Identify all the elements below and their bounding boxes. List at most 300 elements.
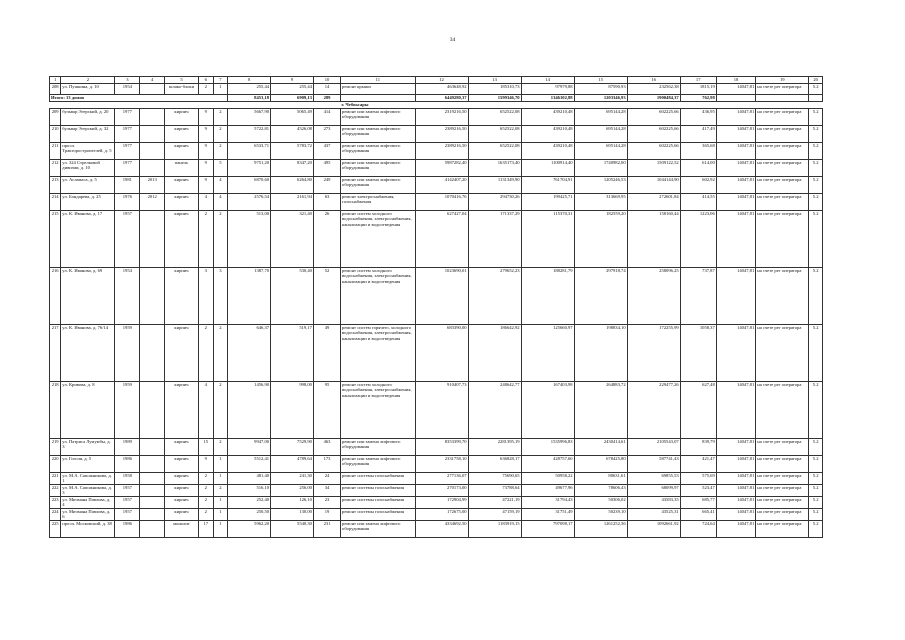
cell-addr: ул. Пушкина, д. 10 [61, 84, 115, 95]
cell-p: 23 [313, 497, 340, 509]
cell-c15: 50239,10 [574, 509, 627, 521]
cell-addr: ул. Мичмана Павлова, д. 6 [61, 509, 115, 521]
cell-fl: 2 [198, 473, 213, 485]
cell-c15: 1740982,00 [574, 160, 627, 177]
cell-c20: 5.2 [809, 473, 823, 485]
cell-c13: 652522,08 [468, 109, 521, 126]
cell-c15: 313669,95 [574, 194, 627, 211]
cell-c17: 414,55 [680, 194, 716, 211]
column-number: 14 [521, 77, 574, 84]
cell-en: 1 [213, 456, 228, 473]
cell-c15: 87590,93 [574, 84, 627, 95]
cell-c15: 1205246,53 [574, 177, 627, 194]
cell-c14: 439210,48 [521, 109, 574, 126]
cell-c20: 5.2 [809, 126, 823, 143]
cell-c18: 14047,81 [716, 160, 755, 177]
cell-c13: 47159,19 [468, 509, 521, 521]
cell-c19: на счете рег оператора [756, 456, 809, 473]
cell-c12: 1070416,76 [415, 194, 468, 211]
cell-a2: 4526,08 [271, 126, 314, 143]
cell-c17: 436,95 [680, 109, 716, 126]
cell-n: 216 [50, 268, 61, 325]
cell-p: 273 [313, 126, 340, 143]
cell-mat: кирпич [165, 456, 199, 473]
cell-mat: кирпич [165, 194, 199, 211]
cell-c19: на счете рег оператора [756, 109, 809, 126]
cell-en: 1 [213, 84, 228, 95]
register-table [49, 76, 823, 538]
cell-en: 2 [213, 325, 228, 382]
cell-y1: 1981 [115, 177, 140, 194]
cell-work: ремонт системы газоснабжения [341, 485, 415, 497]
cell-p: 19 [313, 509, 340, 521]
table-row [50, 84, 823, 95]
cell-addr: ул. Мичмана Павлова, д. 4 [61, 497, 115, 509]
cell-en: 2 [213, 485, 228, 497]
cell-fl: 4 [198, 194, 213, 211]
cell-c17: 1223,06 [680, 211, 716, 268]
cell-c20: 5.2 [809, 109, 823, 126]
table-row [50, 109, 823, 126]
cell-c14: 1100914,40 [521, 160, 574, 177]
housing-register-table [49, 76, 823, 538]
cell-c12: 1023690,01 [415, 268, 468, 325]
cell-p: 173 [313, 456, 340, 473]
cell-c17: 614,00 [680, 160, 716, 177]
cell-work: ремонт систем холодного водоснабжения, электроснабжения, канализации и водоотведения [341, 211, 415, 268]
cell-addr: ул. Патриса Лумумбы, д. 3 [61, 439, 115, 456]
cell-mat: кирпич [165, 497, 199, 509]
cell-y2 [140, 84, 165, 95]
cell-a1: 516,10 [228, 485, 271, 497]
cell-a1: 250,50 [228, 509, 271, 521]
cell-n: 212 [50, 160, 61, 177]
cell-c14: 439210,48 [521, 143, 574, 160]
cell-y2 [140, 521, 165, 538]
cell-c14: 199425,71 [521, 194, 574, 211]
table-row [50, 211, 823, 268]
cell-mat: кирпич [165, 126, 199, 143]
cell-c12: 910407,73 [415, 382, 468, 439]
total-c14: 1346102,88 [521, 95, 574, 102]
cell-c15: 78606,43 [574, 485, 627, 497]
cell-addr: просп. Московский, д. 38 [61, 521, 115, 538]
cell-c17: 1815,19 [680, 84, 716, 95]
cell-p: 52 [313, 268, 340, 325]
cell-n: 225 [50, 521, 61, 538]
table-row [50, 473, 823, 485]
cell-c17: 523,47 [680, 485, 716, 497]
cell-work: ремонт системы газоснабжения [341, 509, 415, 521]
cell-en: 2 [213, 126, 228, 143]
cell-mat: кирпич [165, 473, 199, 485]
cell-c17: 665,41 [680, 509, 716, 521]
cell-c13: 1635173,40 [468, 160, 521, 177]
cell-work: ремонт или замена лифтового оборудования [341, 143, 415, 160]
cell-a1: 5667,90 [228, 109, 271, 126]
cell-c17: 365,68 [680, 143, 716, 160]
cell-work: ремонт систем холодного водоснабжения, электроснабжения, канализации и водоотведения [341, 268, 415, 325]
cell-c12: 2389216,50 [415, 143, 468, 160]
table-row [50, 456, 823, 473]
cell-c20: 5.2 [809, 521, 823, 538]
cell-c16: 172255,99 [627, 325, 680, 382]
total-living-area: 6909,13 [271, 95, 314, 102]
cell-c15: 80631,61 [574, 473, 627, 485]
cell-mat: кирпич [165, 509, 199, 521]
cell-work: ремонт или замена лифтового оборудования [341, 160, 415, 177]
cell-p: 24 [313, 473, 340, 485]
cell-en: 4 [213, 194, 228, 211]
cell-en: 5 [213, 160, 228, 177]
cell-c16: 258096,25 [627, 268, 680, 325]
cell-y2 [140, 485, 165, 497]
cell-c14: 1535996,83 [521, 439, 574, 456]
cell-c19: на счете рег оператора [756, 160, 809, 177]
cell-c16: 229477,26 [627, 382, 680, 439]
cell-c12: 2389216,50 [415, 126, 468, 143]
cell-work: ремонт систем холодного водоснабжения, электроснабжения, канализации и водоотведения [341, 382, 415, 439]
column-number: 18 [716, 77, 755, 84]
table-row [50, 325, 823, 382]
cell-p: 463 [313, 439, 340, 456]
cell-fl: 9 [198, 126, 213, 143]
cell-y1: 1977 [115, 160, 140, 177]
cell-work: ремонт или замена лифтового оборудования [341, 109, 415, 126]
cell-c20: 5.2 [809, 509, 823, 521]
cell-c16: 1092661,92 [627, 521, 680, 538]
cell-c19: на счете рег оператора [756, 382, 809, 439]
cell-en: 2 [213, 439, 228, 456]
cell-fl: 9 [198, 177, 213, 194]
cell-c12: 277136,07 [415, 473, 468, 485]
cell-c14: 428757,60 [521, 456, 574, 473]
cell-c20: 5.2 [809, 160, 823, 177]
cell-c16: 43583,35 [627, 497, 680, 509]
cell-a2: 5540,30 [271, 521, 314, 538]
cell-c18: 14047,81 [716, 521, 755, 538]
cell-mat: кирпич [165, 382, 199, 439]
cell-fl: 9 [198, 456, 213, 473]
cell-c13: 1131349,90 [468, 177, 521, 194]
table-row [50, 268, 823, 325]
cell-c13: 185310,73 [468, 84, 521, 95]
column-number: 20 [809, 77, 823, 84]
cell-a2: 4789,64 [271, 456, 314, 473]
column-number: 11 [341, 77, 415, 84]
cell-c16: 158160,44 [627, 211, 680, 268]
cell-p: 414 [313, 109, 340, 126]
cell-c20: 5.2 [809, 325, 823, 382]
table-row [50, 126, 823, 143]
cell-n: 210 [50, 126, 61, 143]
cell-c18: 14047,81 [716, 497, 755, 509]
column-number: 3 [115, 77, 140, 84]
cell-c19: на счете рег оператора [756, 473, 809, 485]
cell-n: 215 [50, 211, 61, 268]
total-c16: 1900484,37 [627, 95, 680, 102]
cell-c16: 232562,38 [627, 84, 680, 95]
cell-c19: на счете рег оператора [756, 194, 809, 211]
cell-n: 209 [50, 109, 61, 126]
cell-c14: 125660,97 [521, 325, 574, 382]
cell-a2: 5065,49 [271, 109, 314, 126]
cell-work: ремонт системы газоснабжения [341, 497, 415, 509]
cell-n: 217 [50, 325, 61, 382]
cell-mat: кирпич [165, 485, 199, 497]
cell-a1: 1456,90 [228, 382, 271, 439]
cell-c18: 14047,81 [716, 84, 755, 95]
cell-c16: 602225,66 [627, 126, 680, 143]
cell-c12: 270173,00 [415, 485, 468, 497]
column-number: 7 [213, 77, 228, 84]
column-number: 13 [468, 77, 521, 84]
cell-c18: 14047,81 [716, 382, 755, 439]
cell-c15: 198834,10 [574, 325, 627, 382]
cell-c13: 279652,23 [468, 268, 521, 325]
cell-c16: 43525,31 [627, 509, 680, 521]
cell-c14: 188281,79 [521, 268, 574, 325]
cell-y2 [140, 439, 165, 456]
cell-c16: 1509122,52 [627, 160, 680, 177]
cell-addr: ул. К. Иванова, д. 17 [61, 211, 115, 268]
cell-c20: 5.2 [809, 194, 823, 211]
cell-c13: 652522,08 [468, 126, 521, 143]
cell-c13: 186642,92 [468, 325, 521, 382]
cell-y1: 1959 [115, 325, 140, 382]
cell-c12: 463648,92 [415, 84, 468, 95]
cell-c18: 14047,81 [716, 177, 755, 194]
cell-c20: 5.2 [809, 84, 823, 95]
cell-c18: 14047,81 [716, 325, 755, 382]
cell-fl: 2 [198, 325, 213, 382]
cell-a2: 2161,94 [271, 194, 314, 211]
cell-c20: 5.2 [809, 485, 823, 497]
cell-fl: 2 [198, 485, 213, 497]
cell-y2 [140, 126, 165, 143]
cell-work: ремонт или замена лифтового оборудования [341, 439, 415, 456]
cell-c12: 683390,00 [415, 325, 468, 382]
cell-c19: на счете рег оператора [756, 211, 809, 268]
column-number: 6 [198, 77, 213, 84]
cell-c15: 1261252,36 [574, 521, 627, 538]
table-cell [809, 95, 823, 102]
cell-mat: кирпич [165, 268, 199, 325]
cell-mat: кирпич [165, 325, 199, 382]
cell-c20: 5.2 [809, 456, 823, 473]
cell-y2 [140, 109, 165, 126]
cell-y1: 1989 [115, 439, 140, 456]
cell-c18: 14047,81 [716, 456, 755, 473]
total-c13: 1599346,70 [468, 95, 521, 102]
cell-c16: 602225,66 [627, 143, 680, 160]
cell-c15: 695144,28 [574, 126, 627, 143]
cell-fl: 4 [198, 382, 213, 439]
cell-mat: панель [165, 160, 199, 177]
cell-c15: 50306,02 [574, 497, 627, 509]
table-row [50, 509, 823, 521]
cell-y1: 1954 [115, 268, 140, 325]
cell-n: 220 [50, 456, 61, 473]
cell-y2 [140, 497, 165, 509]
cell-p: 95 [313, 382, 340, 439]
cell-mat: монолит [165, 521, 199, 538]
cell-addr: ул. К. Иванова, д. 69 [61, 268, 115, 325]
cell-c19: на счете рег оператора [756, 439, 809, 456]
cell-y1: 1976 [115, 194, 140, 211]
cell-c18: 14047,81 [716, 143, 755, 160]
cell-a2: 255,44 [271, 84, 314, 95]
cell-mat: кирпич [165, 143, 199, 160]
cell-en: 1 [213, 521, 228, 538]
cell-a2: 5783,72 [271, 143, 314, 160]
cell-addr: ул. Бондарева, д. 25 [61, 194, 115, 211]
cell-c16: 1044144,90 [627, 177, 680, 194]
cell-c20: 5.2 [809, 211, 823, 268]
cell-c20: 5.2 [809, 497, 823, 509]
cell-c20: 5.2 [809, 382, 823, 439]
cell-a1: 6533,71 [228, 143, 271, 160]
cell-fl: 9 [198, 143, 213, 160]
cell-y1: 1957 [115, 497, 140, 509]
cell-c13: 652522,08 [468, 143, 521, 160]
cell-p: 26 [313, 211, 340, 268]
cell-a1: 6870,60 [228, 177, 271, 194]
cell-a2: 126,10 [271, 497, 314, 509]
column-number: 17 [680, 77, 716, 84]
cell-c15: 264883,72 [574, 382, 627, 439]
cell-a1: 5512,41 [228, 456, 271, 473]
cell-y2 [140, 160, 165, 177]
cell-p: 249 [313, 177, 340, 194]
cell-c12: 5987282,40 [415, 160, 468, 177]
cell-y2: 2012 [140, 194, 165, 211]
cell-c12: 172904,99 [415, 497, 468, 509]
cell-a1: 481,40 [228, 473, 271, 485]
column-number-row [50, 77, 823, 84]
cell-y1: 1986 [115, 521, 140, 538]
cell-y2 [140, 473, 165, 485]
table-row [50, 160, 823, 177]
total-area: 8453,18 [228, 95, 271, 102]
total-c15: 1203346,93 [574, 95, 627, 102]
cell-a1: 252,40 [228, 497, 271, 509]
column-number: 9 [271, 77, 314, 84]
cell-c15: 297918,74 [574, 268, 627, 325]
table-row [50, 439, 823, 456]
cell-c18: 14047,81 [716, 473, 755, 485]
cell-c19: на счете рег оператора [756, 485, 809, 497]
cell-p: 437 [313, 143, 340, 160]
register-body [50, 77, 823, 538]
cell-n: 222 [50, 485, 61, 497]
column-number: 8 [228, 77, 271, 84]
cell-c15: 678425,80 [574, 456, 627, 473]
cell-y2: 2013 [140, 177, 165, 194]
cell-c14: 115370,31 [521, 211, 574, 268]
cell-n: 211 [50, 143, 61, 160]
cell-addr: ул. Кривова, д. 8 [61, 382, 115, 439]
column-number: 15 [574, 77, 627, 84]
cell-c12: 4334692,50 [415, 521, 468, 538]
cell-c14: 97979,88 [521, 84, 574, 95]
cell-mat: шлако-блоки [165, 84, 199, 95]
cell-c20: 5.2 [809, 439, 823, 456]
cell-addr: просп. Тракторостроителей, д. 5 [61, 143, 115, 160]
cell-mat: кирпич [165, 177, 199, 194]
cell-a2: 321,40 [271, 211, 314, 268]
cell-y2 [140, 382, 165, 439]
cell-mat: кирпич [165, 211, 199, 268]
cell-c15: 695144,28 [574, 109, 627, 126]
cell-c16: 587741,43 [627, 456, 680, 473]
cell-n: 214 [50, 194, 61, 211]
cell-fl: 2 [198, 84, 213, 95]
cell-c16: 69855,53 [627, 473, 680, 485]
cell-a1: 2576,54 [228, 194, 271, 211]
cell-c14: 797098,17 [521, 521, 574, 538]
cell-y2 [140, 211, 165, 268]
total-label: Итого: 13 домов [50, 95, 228, 102]
cell-p: 14 [313, 84, 340, 95]
cell-c20: 5.2 [809, 177, 823, 194]
cell-fl: 9 [198, 160, 213, 177]
cell-c13: 636828,17 [468, 456, 521, 473]
cell-a1: 9947,00 [228, 439, 271, 456]
cell-fl: 3 [198, 268, 213, 325]
cell-n: 218 [50, 382, 61, 439]
cell-c17: 737,87 [680, 268, 716, 325]
cell-c16: 272601,84 [627, 194, 680, 211]
total-c17: 762,98 [680, 95, 716, 102]
cell-c19: на счете рег оператора [756, 325, 809, 382]
cell-a2: 519,17 [271, 325, 314, 382]
cell-c19: на счете рег оператора [756, 177, 809, 194]
cell-c16: 68099,97 [627, 485, 680, 497]
cell-addr: ул. Гоголя, д. 5 [61, 456, 115, 473]
city-heading: г. Чебоксары [341, 102, 823, 109]
column-number: 19 [756, 77, 809, 84]
cell-en: 3 [213, 268, 228, 325]
column-number: 16 [627, 77, 680, 84]
cell-addr: ул. 324 Стрелковой дивизии, д. 10 [61, 160, 115, 177]
cell-y2 [140, 456, 165, 473]
cell-n: 223 [50, 497, 61, 509]
table-row [50, 143, 823, 160]
cell-c14: 50958,22 [521, 473, 574, 485]
total-cost: 6449280,37 [415, 95, 468, 102]
cell-a1: 5962,20 [228, 521, 271, 538]
cell-p: 49 [313, 325, 340, 382]
table-cell [341, 95, 415, 102]
cell-fl: 17 [198, 521, 213, 538]
cell-addr: ул. М.А. Сапожникова, д. 3 [61, 485, 115, 497]
cell-c19: на счете рег оператора [756, 509, 809, 521]
total-row [50, 95, 823, 102]
cell-c19: на счете рег оператора [756, 521, 809, 538]
cell-a1: 1387,70 [228, 268, 271, 325]
cell-n: 224 [50, 509, 61, 521]
cell-c17: 417,49 [680, 126, 716, 143]
cell-a2: 256,00 [271, 485, 314, 497]
cell-c17: 627,48 [680, 382, 716, 439]
cell-n: 208 [50, 84, 61, 95]
cell-c12: 8353399,70 [415, 439, 468, 456]
table-row [50, 497, 823, 509]
cell-y1: 1957 [115, 485, 140, 497]
cell-c12: 172675,00 [415, 509, 468, 521]
cell-addr: ул. М.А. Сапожникова, д. 1 [61, 473, 115, 485]
